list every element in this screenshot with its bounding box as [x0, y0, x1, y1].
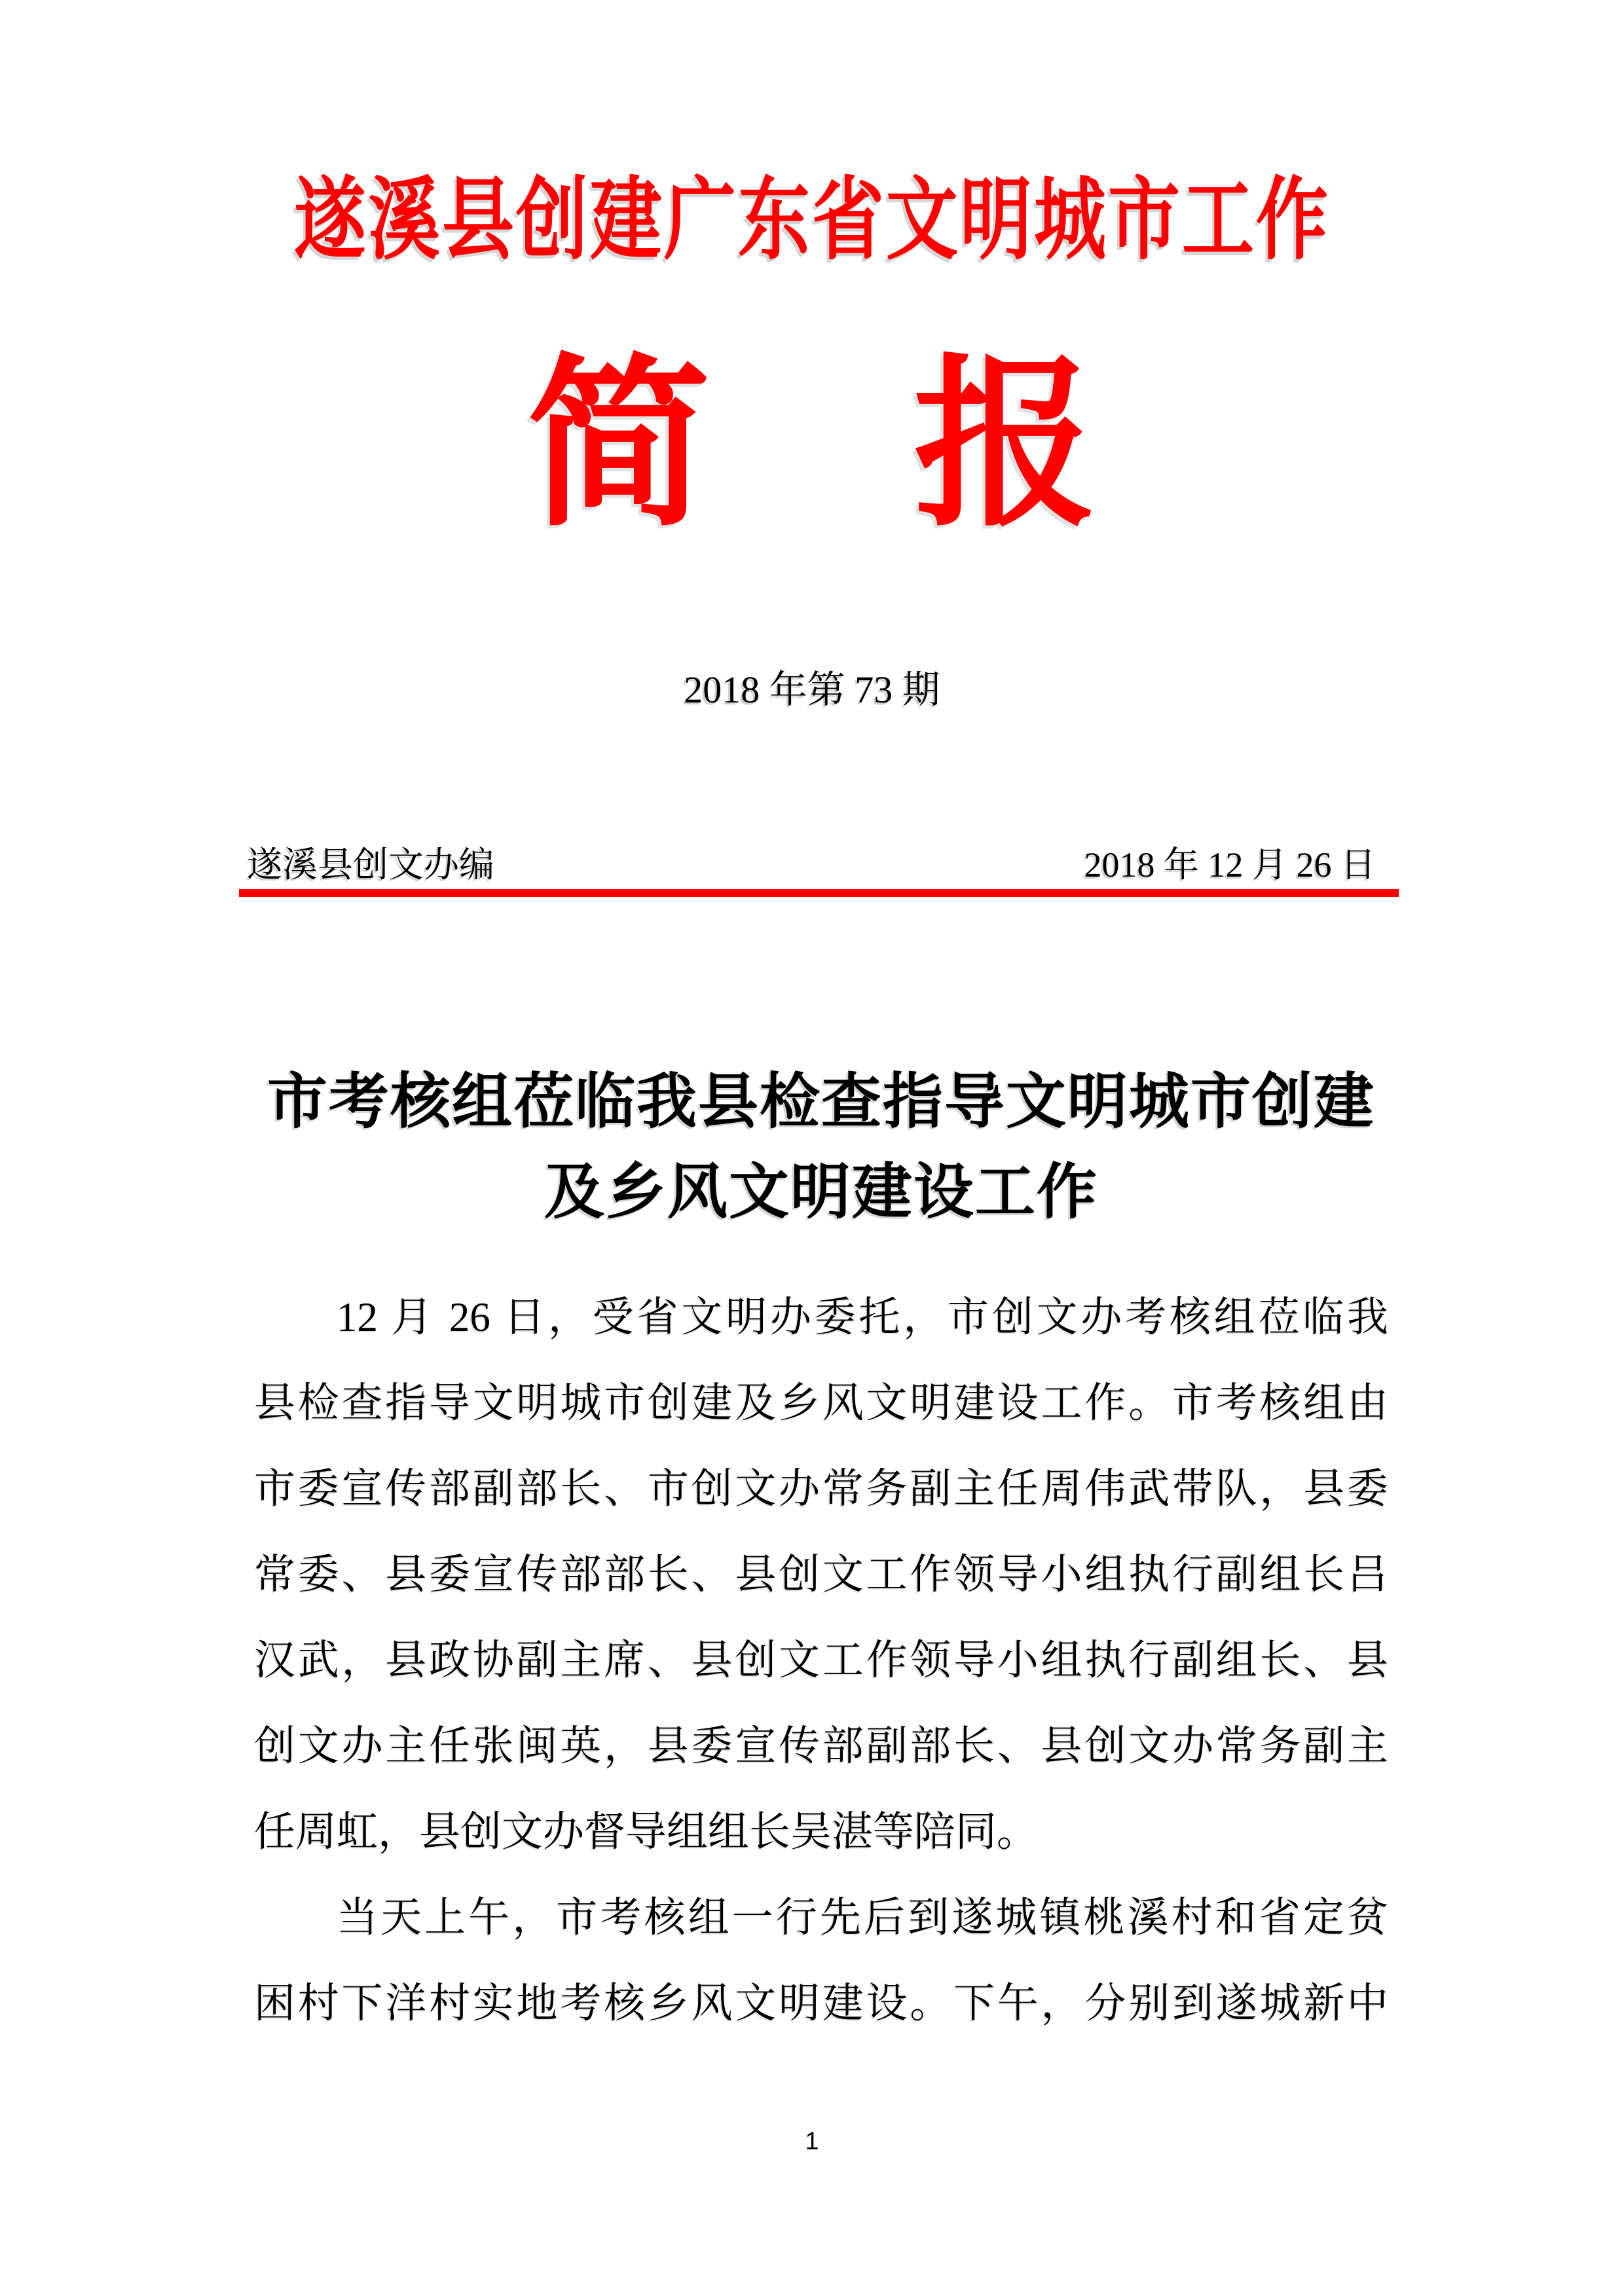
bulletin-word-char-2: 报 [913, 344, 1097, 548]
article-title-line-2: 及乡风文明建设工作 [544, 1159, 1098, 1226]
body-line: 当天上午，市考核组一行先后到遂城镇桃溪村和省定贫 [337, 1895, 1388, 1941]
page-number: 1 [805, 2128, 819, 2155]
body-line: 常委、县委宣传部部长、县创文工作领导小组执行副组长吕 [254, 1552, 1388, 1597]
editor-date-row [247, 845, 1376, 885]
bulletin-word [0, 344, 1624, 548]
red-divider-rule [239, 889, 1399, 897]
body-line: 县检查指导文明城市创建及乡风文明建设工作。市考核组由 [254, 1380, 1388, 1426]
body-line: 困村下洋村实地考核乡风文明建设。下午，分别到遂城新中 [254, 1980, 1388, 2026]
body-line: 汉武，县政协副主席、县创文工作领导小组执行副组长、县 [254, 1637, 1388, 1683]
body-line: 任周虹，县创文办督导组组长吴湛等陪同。 [254, 1809, 1038, 1855]
bulletin-word-char-1: 简 [527, 344, 710, 548]
body-line: 市委宣传部副部长、市创文办常务副主任周伟武带队，县委 [254, 1466, 1388, 1512]
issue-date: 2018 年 12 月 26 日 [1084, 845, 1376, 884]
article-title-line-1: 市考核组莅临我县检查指导文明城市创建 [267, 1068, 1375, 1135]
body-line: 12 月 26 日，受省文明办委托，市创文办考核组莅临我 [337, 1294, 1388, 1340]
article-title [254, 1057, 1388, 1237]
masthead-title: 遂溪县创建广东省文明城市工作 [294, 170, 1330, 270]
issue-number: 2018 年第 73 期 [684, 668, 940, 711]
editor-label: 遂溪县创文办编 [247, 845, 494, 884]
article-body [254, 1275, 1388, 2047]
body-line: 创文办主任张闽英，县委宣传部副部长、县创文办常务副主 [254, 1723, 1388, 1769]
